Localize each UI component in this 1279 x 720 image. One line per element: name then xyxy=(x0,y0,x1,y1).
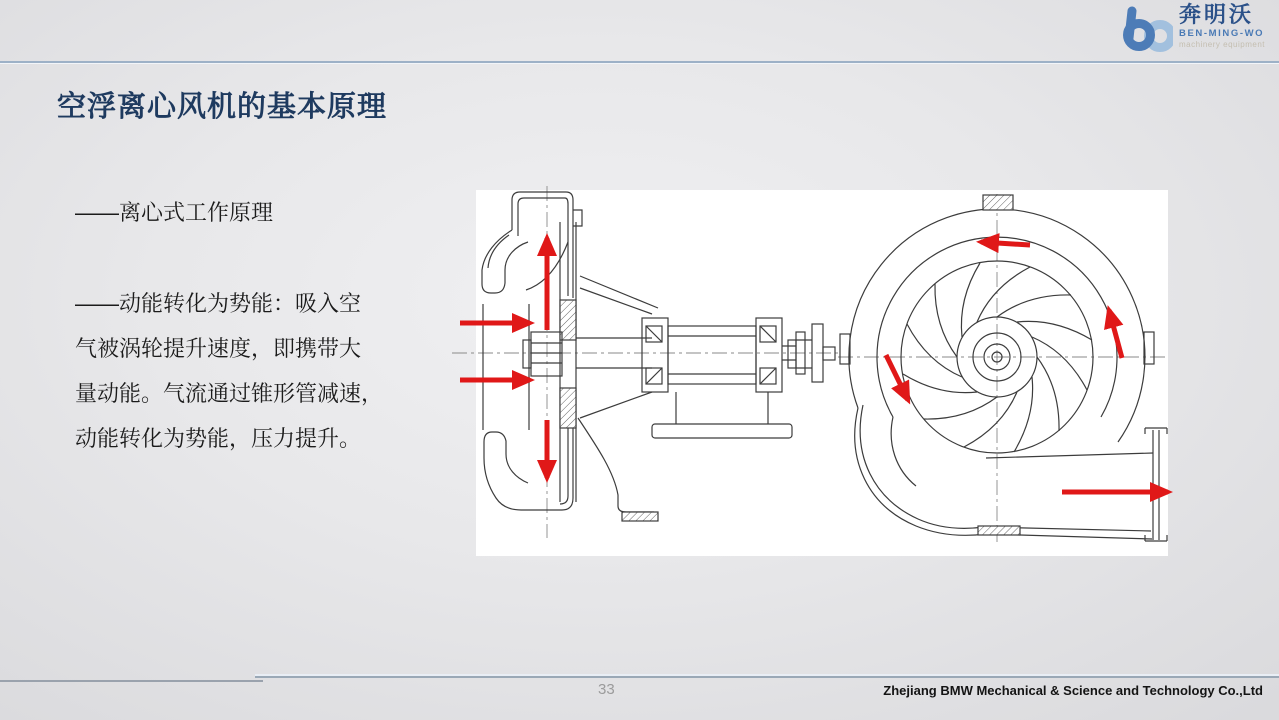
brand-logo xyxy=(1119,4,1265,54)
page-number: 33 xyxy=(598,681,615,698)
centrifugal-blower-drawing xyxy=(446,180,1206,580)
body-paragraph-line: 动能转化为势能，压力提升。 xyxy=(75,426,362,451)
page-title: 空浮离心风机的基本原理 xyxy=(57,91,388,123)
body-heading: ——离心式工作原理 xyxy=(75,200,274,225)
footer-divider-left xyxy=(0,680,263,682)
brand-name-en: BEN-MING-WO xyxy=(1179,28,1265,39)
rotation-arrow-top xyxy=(981,242,1030,245)
body-paragraph-line: ——动能转化为势能：吸入空 xyxy=(75,291,362,316)
diagram-panel xyxy=(476,190,1168,556)
body-paragraph xyxy=(75,281,435,461)
bo-logo-icon xyxy=(1119,4,1173,54)
header-divider xyxy=(0,61,1279,63)
footer-divider-right xyxy=(255,676,1279,678)
brand-tagline: machinery equipment xyxy=(1179,39,1265,49)
body-paragraph-line: 量动能。气流通过锥形管减速， xyxy=(75,381,384,406)
brand-name-cn: 奔明沃 xyxy=(1179,2,1255,27)
body-paragraph-line: 气被涡轮提升速度，即携带大 xyxy=(75,336,362,361)
footer-company: Zhejiang BMW Mechanical & Science and Technology Co.,Ltd xyxy=(883,683,1263,698)
